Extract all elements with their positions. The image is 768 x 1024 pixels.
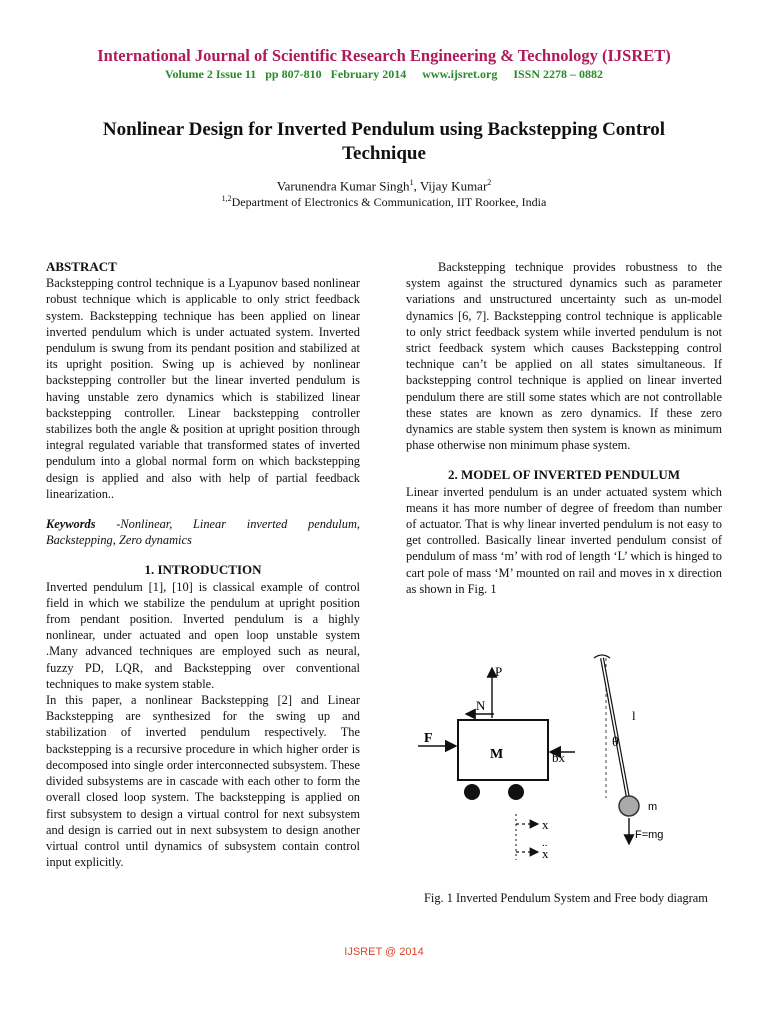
right-text-2: Linear inverted pendulum is an under actuated system which means it has more number of degree of freedom than number of actuator. That is why linear inverted pendulum is not easy to get controlled. Basically linear inverted pendulum consist of pendulum of mass ‘m’ with rod of length ‘L’ which is hinged to cart pole of mass ‘M’ mounted on rail and moves in x direction as shown in Fig. 1 [406, 484, 722, 596]
label-x-ddot: x [542, 846, 549, 861]
right-text-1: Backstepping technique provides robustness to the system against the structured dynamics such as parameter variations and unstructured uncertainty such as un-model dynamics [6, 7]. Backstepping control technique is applicable to only strict feedback system while inverted pendulum is not strict feedback system which causes Backstepping control technique can’t be applied on all states simultaneous. If backstepping control technique is applied on linear inverted pendulum there are still some states which are not controllable these states are known as zero dynamics. If these zero dynamics are stable system then system is known as minimum phase otherwise non minimum phase system. [406, 260, 722, 453]
label-N: N [476, 698, 486, 713]
abstract-heading: ABSTRACT [46, 259, 117, 274]
left-column [46, 259, 360, 870]
affiliation: $^{1,2}$Department of Electronics & Communication, IIT Roorkee, India [221, 194, 547, 209]
journal-meta [0, 67, 768, 82]
label-P: P [495, 664, 503, 679]
paper-title: Nonlinear Design for Inverted Pendulum using Backstepping Control Technique [102, 119, 666, 164]
figure-caption: Fig. 1 Inverted Pendulum System and Free body diagram [424, 891, 708, 905]
right-column [406, 259, 722, 597]
label-l: l [632, 708, 636, 723]
intro-heading: 1. INTRODUCTION [144, 562, 262, 578]
label-bx: bx [552, 750, 565, 765]
x-ddot-dots: .. [542, 837, 548, 849]
abstract-text: Backstepping control technique is a Lyapunov based nonlinear robust technique which is applicable to only strict feedback system. Backstepping technique has been applied on linear inverted pendulum which is under actuated system. Inverted pendulum is swung from its pendant position and stabilized at its upright position. Swing up is achieved by nonlinear backstepping controller but the linear inverted pendulum is having unstable zero dynamics which is stabilized linear backstepping controller. Linear backstepping controller stabilizes both the angle & position at upright position through integral regulated variable that transformed states of inverted pendulum into a global normal form on which backstepping design is applied and also with help of partial feedback linearization.. [46, 276, 360, 501]
cart-wheel-right [508, 784, 524, 800]
intro-text-2: In this paper, a nonlinear Backstepping [2] and Linear Backstepping are synthesized for the swing up and stabilization of inverted pendulum respectively. The backstepping is a recursive procedure in which higher order is decomposed into single order interconnected subsystem. These divided subsystems are in cascade with each other to form the overall closed loop system. The backstepping is applied on first subsystem to design a virtual control for next subsystem and design is carried out in next subsystem to design another virtual control until dynamics of subsystem contain control input explicitly. [46, 693, 360, 870]
label-m: m [648, 801, 658, 813]
cart-wheel-left [464, 784, 480, 800]
label-F-mg: F=mg [635, 829, 664, 841]
author-1: Varunendra Kumar Singh [276, 178, 410, 194]
keywords: Keywords -Nonlinear, Linear inverted pendulum, Backstepping, Zero dynamics [46, 517, 360, 548]
issn: ISSN 2278 – 0882 [513, 67, 604, 81]
pendulum-mass [619, 796, 639, 816]
label-M: M [490, 747, 504, 762]
pendulum-pivot-arc [594, 655, 610, 658]
model-heading: 2. MODEL OF INVERTED PENDULUM [448, 467, 680, 483]
volume-info: Volume 2 Issue 11 pp 807-810 February 2014 [164, 67, 407, 81]
page-footer: IJSRET @ 2014 [344, 946, 424, 958]
journal-website[interactable]: www.ijsret.org [422, 67, 498, 81]
pendulum-rod-inner [602, 658, 628, 798]
label-theta: θ [612, 735, 619, 750]
keywords-label: Keywords [46, 517, 96, 532]
intro-text-1: Inverted pendulum [1], [10] is classical example of control field in which we stabilize the pendulum at upright position from pendant position. Inverted pendulum is a highly nonlinear, under actuated and open loop unstable system .Many advanced techniques are employed such as neural, fuzzy PD, LQR, and Backstepping over conventional techniques to make system stable. [46, 579, 360, 691]
label-x: x [542, 817, 549, 832]
label-F: F [424, 731, 433, 746]
author-2: Vijay Kumar [419, 178, 488, 194]
authors: Varunendra Kumar Singh$^1$, Vijay Kumar$^2$ [276, 178, 492, 194]
inverted-pendulum-figure [410, 648, 722, 880]
journal-name: International Journal of Scientific Research Engineering & Technology (IJSRET) [97, 46, 671, 65]
